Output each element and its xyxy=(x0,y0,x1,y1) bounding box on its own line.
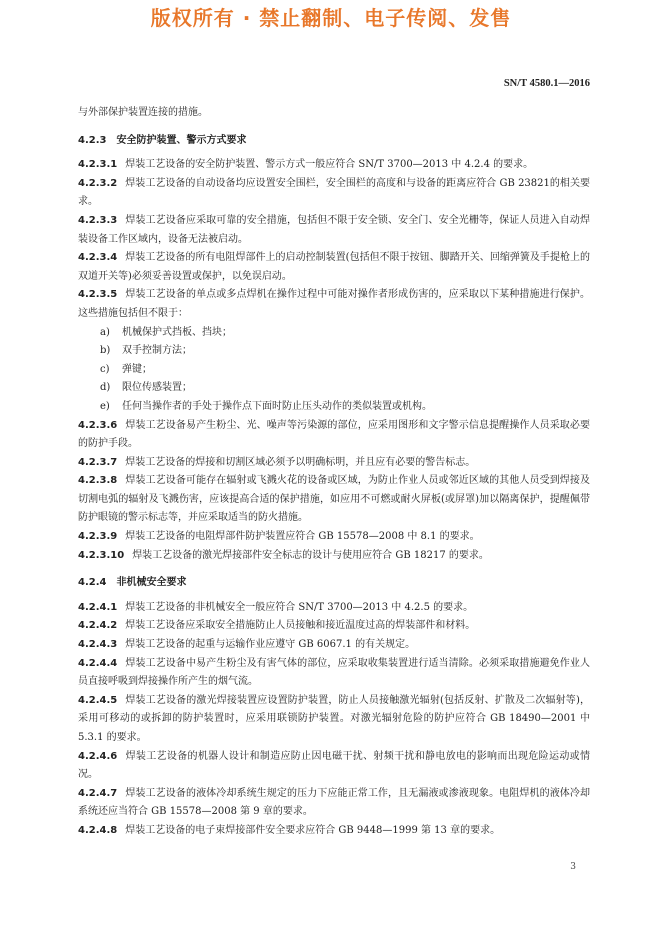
clause-text: 焊装工艺设备的激光焊接部件安全标志的设计与使用应符合 GB 18217 的要求。 xyxy=(132,549,489,561)
page-number: 3 xyxy=(570,862,576,872)
clause-number: 4.2.3.8 xyxy=(78,475,118,487)
clause-4-2-3-7 xyxy=(78,454,590,473)
standard-code: SN/T 4580.1—2016 xyxy=(503,78,590,89)
clause-text: 焊装工艺设备的非机械安全一般应符合 SN/T 3700—2013 中 4.2.5 的要求。 xyxy=(125,601,474,613)
clause-number: 4.2.3.1 xyxy=(78,159,118,171)
clause-4-2-4-7 xyxy=(78,785,590,822)
clause-4-2-4-5 xyxy=(78,692,590,748)
section-number: 4.2.4 xyxy=(78,577,107,589)
clause-number: 4.2.3.4 xyxy=(78,252,118,264)
section-heading-4-2-3 xyxy=(78,132,590,151)
clause-4-2-3-4 xyxy=(78,249,590,286)
clause-4-2-3-8 xyxy=(78,472,590,528)
section-number: 4.2.3 xyxy=(78,134,107,146)
clause-4-2-4-4 xyxy=(78,655,590,692)
clause-4-2-3-10 xyxy=(78,547,590,566)
list-marker: c) xyxy=(100,363,110,375)
clause-text: 焊装工艺设备易产生粉尘、光、噪声等污染源的部位，应采用图形和文字警示信息提醒操作人员采取必要的防护手段。 xyxy=(78,419,590,450)
clause-number: 4.2.3.2 xyxy=(78,177,118,189)
list-item-e xyxy=(78,398,590,417)
section-title: 非机械安全要求 xyxy=(116,577,187,589)
list-text: 弹键； xyxy=(122,363,152,375)
clause-number: 4.2.3.5 xyxy=(78,289,118,301)
list-text: 任何当操作者的手处于操作点下面时防止压头动作的类似装置或机构。 xyxy=(122,400,432,412)
clause-text: 焊装工艺设备的电子束焊接部件安全要求应符合 GB 9448—1999 第 13 章的要求。 xyxy=(125,824,501,836)
clause-number: 4.2.3.9 xyxy=(78,531,118,543)
list-marker: b) xyxy=(100,345,111,357)
clause-4-2-3-9 xyxy=(78,528,590,547)
clause-text: 焊装工艺设备的液体冷却系统生规定的压力下应能正常工作，且无漏液或渗液现象。电阻焊机的液体冷却系统还应当符合 GB 15578—2008 第 9 章的要求。 xyxy=(78,787,590,818)
list-item-a xyxy=(78,324,590,343)
section-title: 安全防护装置、警示方式要求 xyxy=(116,134,247,146)
clause-text: 焊装工艺设备中易产生粉尘及有害气体的部位，应采取收集装置进行适当清除。必须采取措施避免作业人员直接呼吸到焊接操作所产生的烟气流。 xyxy=(78,657,590,688)
clause-4-2-3-2 xyxy=(78,175,590,212)
clause-text: 焊装工艺设备的起重与运输作业应遵守 GB 6067.1 的有关规定。 xyxy=(125,639,416,651)
clause-4-2-3-1 xyxy=(78,156,590,175)
clause-text: 焊装工艺设备的所有电阻焊部件上的启动控制装置(包括但不限于按钮、脚踏开关、回缩弹簧及手提枪上的双道开关等)必须妥善设置或保护，以免误启动。 xyxy=(78,252,590,282)
clause-text: 焊装工艺设备的安全防护装置、警示方式一般应符合 SN/T 3700—2013 中 4.2.4 的要求。 xyxy=(125,159,534,171)
intro-line: 与外部保护装置连接的措施。 xyxy=(78,107,208,118)
clause-number: 4.2.4.6 xyxy=(78,750,118,762)
section-heading-4-2-4 xyxy=(78,574,590,593)
clause-4-2-4-1 xyxy=(78,599,590,618)
clause-number: 4.2.4.4 xyxy=(78,657,118,669)
clause-4-2-4-6 xyxy=(78,748,590,785)
clause-text: 焊装工艺设备应采取安全措施防止人员接触和接近温度过高的焊装部件和材料。 xyxy=(125,620,476,632)
list-marker: e) xyxy=(100,400,110,412)
clause-text: 焊装工艺设备的焊接和切割区域必须予以明确标明，并且应有必要的警告标志。 xyxy=(125,456,476,468)
clause-4-2-3-3 xyxy=(78,212,590,249)
clause-number: 4.2.3.10 xyxy=(78,549,125,561)
copyright-watermark: 版权所有 · 禁止翻制、电子传阅、发售 xyxy=(150,6,512,30)
clause-number: 4.2.4.8 xyxy=(78,824,118,836)
clause-text: 焊装工艺设备应采取可靠的安全措施，包括但不限于安全锁、安全门、安全光栅等，保证人员进入自动焊装设备工作区域内，设备无法被启动。 xyxy=(78,214,590,245)
list-marker: d) xyxy=(100,382,111,394)
list-item-c xyxy=(78,361,590,380)
list-item-b xyxy=(78,342,590,361)
clause-number: 4.2.4.3 xyxy=(78,639,118,651)
list-marker: a) xyxy=(100,326,110,338)
list-text: 限位传感装置； xyxy=(122,382,192,394)
clause-4-2-4-8 xyxy=(78,822,590,841)
clause-text: 焊装工艺设备的机器人设计和制造应防止因电磁干扰、射频干扰和静电放电的影响而出现危险运动或情况。 xyxy=(78,750,590,781)
clause-text: 焊装工艺设备可能存在辐射或飞溅火花的设备或区域，为防止作业人员或邻近区域的其他人员受到焊接及切割电弧的辐射及飞溅伤害，应该提高合适的保护措施，如应用不可燃或耐火屏板(或屏罩)加以隔离保护，提醒佩带防护眼镜的警示标志等，并应采取适当的防火措施。 xyxy=(78,475,590,524)
clause-text: 焊装工艺设备的单点或多点焊机在操作过程中可能对操作者形成伤害的，应采取以下某种措施进行保护。这些措施包括但不限于： xyxy=(78,289,590,319)
clause-number: 4.2.4.7 xyxy=(78,787,118,799)
clause-4-2-4-3 xyxy=(78,636,590,655)
clause-text: 焊装工艺设备的激光焊接装置应设置防护装置，防止人员接触激光辐射(包括反射、扩散及二次辐射等)，采用可移动的或拆卸的防护装置时，应采用联锁防护装置。对激光辐射危险的防护应符合 GB 18490—2001 中 5.3.1 的要求。 xyxy=(78,694,590,743)
clause-number: 4.2.3.6 xyxy=(78,419,118,431)
list-item-d xyxy=(78,379,590,398)
clause-number: 4.2.4.1 xyxy=(78,601,118,613)
clause-text: 焊装工艺设备的电阻焊部件防护装置应符合 GB 15578—2008 中 8.1 的要求。 xyxy=(125,531,480,543)
list-text: 双手控制方法； xyxy=(122,345,192,357)
clause-4-2-4-2 xyxy=(78,617,590,636)
clause-text: 焊装工艺设备的自动设备均应设置安全围栏，安全围栏的高度和与设备的距离应符合 GB 23821的相关要求。 xyxy=(78,177,590,208)
clause-number: 4.2.3.3 xyxy=(78,214,118,226)
clause-number: 4.2.3.7 xyxy=(78,456,118,468)
clause-number: 4.2.4.2 xyxy=(78,620,118,632)
list-text: 机械保护式挡板、挡块； xyxy=(122,326,232,338)
clause-number: 4.2.4.5 xyxy=(78,694,118,706)
document-body xyxy=(78,104,590,841)
clause-4-2-3-6 xyxy=(78,417,590,454)
clause-4-2-3-5 xyxy=(78,286,590,323)
